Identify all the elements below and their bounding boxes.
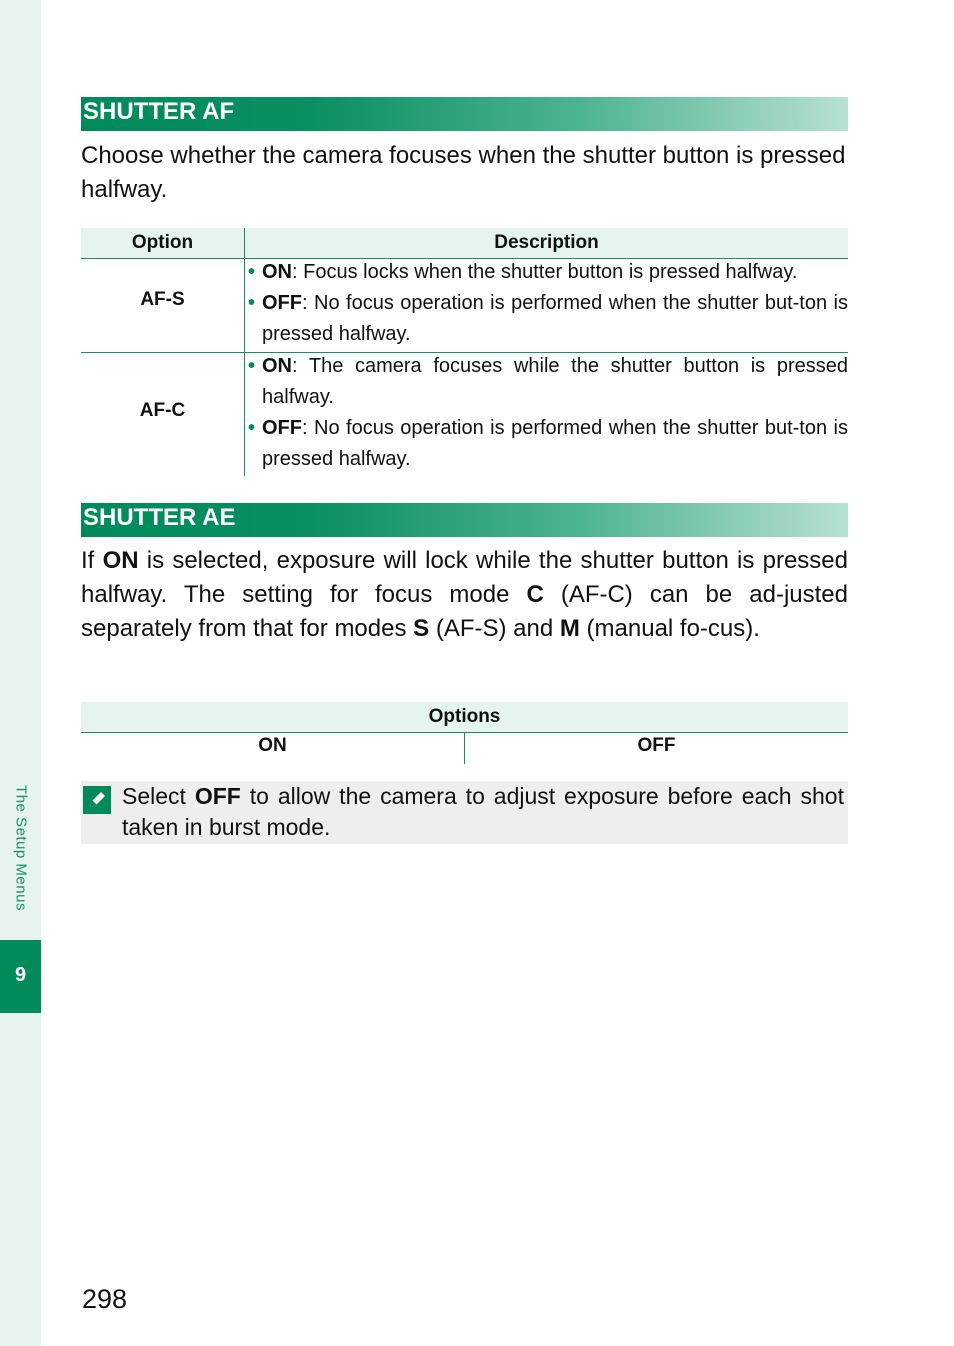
option-text: : No focus operation is performed when the shutter but-ton is pressed halfway. bbox=[262, 292, 848, 345]
option-off: OFF bbox=[637, 735, 676, 756]
focus-mode-s-symbol: S bbox=[413, 615, 430, 642]
text-run: If bbox=[81, 547, 103, 574]
option-text: : Focus locks when the shutter button is pressed halfway. bbox=[292, 261, 798, 283]
list-item bbox=[246, 288, 848, 350]
section-header-shutter-ae bbox=[81, 503, 848, 537]
shutter-ae-intro bbox=[81, 544, 848, 646]
text-run: Select bbox=[122, 783, 195, 809]
description-af-s bbox=[246, 257, 848, 350]
options-header: Options bbox=[81, 702, 848, 732]
on-keyword: ON bbox=[102, 547, 139, 574]
note-box bbox=[81, 781, 848, 844]
page-number: 298 bbox=[82, 1284, 128, 1314]
chapter-number: 9 bbox=[14, 964, 27, 986]
option-text: : No focus operation is performed when the shutter but-ton is pressed halfway. bbox=[262, 417, 848, 470]
shutter-af-intro: Choose whether the camera focuses when the shutter button is pressed halfway. bbox=[81, 142, 846, 203]
list-item bbox=[246, 257, 848, 288]
option-key: OFF bbox=[262, 292, 302, 314]
note-pencil-icon bbox=[83, 786, 111, 814]
text-run: to allow the camera to adjust exposure before each shot taken in burst mode. bbox=[122, 783, 844, 840]
text-run: (manual fo-cus). bbox=[579, 615, 760, 642]
focus-mode-c-symbol: C bbox=[526, 581, 544, 608]
off-keyword: OFF bbox=[194, 783, 241, 809]
option-af-s: AF-S bbox=[140, 289, 185, 310]
column-header-option: Option bbox=[81, 228, 244, 258]
section-header-shutter-af bbox=[81, 97, 848, 131]
chapter-side-strip bbox=[0, 0, 41, 1346]
column-header-description: Description bbox=[245, 228, 848, 258]
option-key: ON bbox=[262, 261, 292, 283]
text-run: (AF-C) can be ad-justed separately from that for modes bbox=[81, 581, 848, 642]
section-title: SHUTTER AF bbox=[83, 98, 235, 125]
list-item bbox=[246, 413, 848, 475]
description-af-c bbox=[246, 351, 848, 475]
list-item bbox=[246, 351, 848, 413]
note-text bbox=[122, 781, 844, 843]
option-on: ON bbox=[258, 735, 287, 756]
option-key: OFF bbox=[262, 417, 302, 439]
option-text: : The camera focuses while the shutter button is pressed halfway. bbox=[262, 355, 848, 408]
option-key: ON bbox=[262, 355, 292, 377]
section-title: SHUTTER AE bbox=[83, 504, 236, 531]
text-run: is selected, exposure will lock while the shutter button is pressed halfway. The setting for focus mode bbox=[81, 547, 848, 608]
option-af-c: AF-C bbox=[139, 400, 186, 421]
focus-mode-m-symbol: M bbox=[559, 615, 580, 642]
chapter-label: The Setup Menus bbox=[12, 785, 30, 911]
text-run: (AF-S) and bbox=[429, 615, 560, 642]
